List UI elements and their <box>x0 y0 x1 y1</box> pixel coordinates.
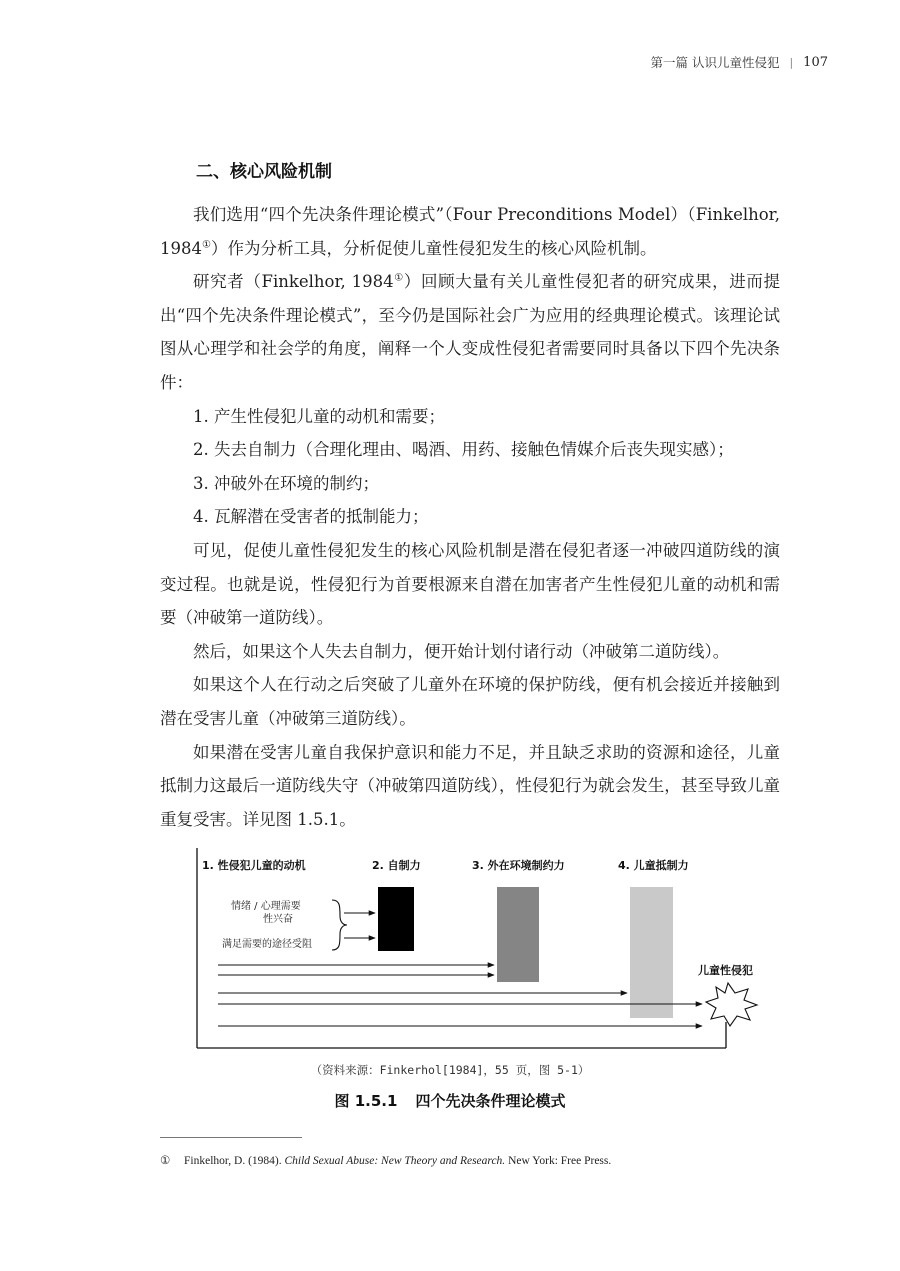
needs-brace <box>332 900 347 950</box>
footnote-text-pre: Finkelhor, D. (1984). <box>184 1155 285 1167</box>
section-title: 二、核心风险机制 <box>196 162 332 182</box>
footnote-divider <box>160 1137 302 1138</box>
paragraph-environment: 如果这个人在行动之后突破了儿童外在环境的保护防线，便有机会接近并接触到潜在受害儿童（冲破第三道防线）。 <box>160 675 780 728</box>
diagram-svg <box>160 848 780 1058</box>
paragraph-intro <box>160 198 780 265</box>
footnote-mark: ① <box>160 1155 171 1167</box>
paragraph-mechanism: 可见，促使儿童性侵犯发生的核心风险机制是潜在侵犯者逐一冲破四道防线的演变过程。也就是说，性侵犯行为首要根源来自潜在加害者产生性侵犯儿童的动机和需要（冲破第一道防线）。 <box>160 540 780 628</box>
figure-source: （资料来源：Finkerhol[1984]，55 页，图 5-1） <box>310 1063 590 1077</box>
paragraph-intro-text: 我们选用“四个先决条件理论模式”（Four Preconditions Model）（Finkelhor, 1984 <box>160 205 780 258</box>
paragraph-researcher-text: 研究者（Finkelhor, 1984 <box>193 272 394 292</box>
list-item: 1. 产生性侵犯儿童的动机和需要； <box>193 406 445 426</box>
footnote-ref[interactable]: ① <box>202 239 211 251</box>
barrier-self-control <box>378 887 414 951</box>
footnote-text-post: New York: Free Press. <box>505 1155 612 1167</box>
list-item: 2. 失去自制力（合理化理由、喝酒、用药、接触色情媒介后丧失现实感）； <box>193 440 734 460</box>
label-resistance: 4. 儿童抵制力 <box>618 859 689 872</box>
header-separator: | <box>789 55 794 69</box>
figure-caption <box>0 1090 900 1111</box>
barrier-resistance <box>630 887 673 1018</box>
page-number: 107 <box>803 54 828 70</box>
body-text <box>160 198 780 836</box>
need-emotional: 情绪 / 心理需要 <box>231 901 301 912</box>
running-header <box>650 53 828 71</box>
paragraph-intro-tail: ）作为分析工具，分析促使儿童性侵犯发生的核心风险机制。 <box>210 238 657 258</box>
barrier-environment <box>497 887 539 982</box>
footnote-book-title: Child Sexual Abuse: New Theory and Research. <box>284 1155 506 1167</box>
list-item: 4. 瓦解潜在受害者的抵制能力； <box>193 507 429 527</box>
label-self-control: 2. 自制力 <box>372 859 421 872</box>
list-item: 3. 冲破外在环境的制约； <box>193 473 379 493</box>
footnote-ref[interactable]: ① <box>393 272 404 284</box>
paragraph-researcher-tail: ）回顾大量有关儿童性侵犯者的研究成果，进而提出“四个先决条件理论模式”，至今仍是国际社会广为应用的经典理论模式。该理论试图从心理学和社会学的角度，阐释一个人变成性侵犯者需要同时具备以下四个先决条件： <box>160 272 780 392</box>
label-environment: 3. 外在环境制约力 <box>472 859 565 872</box>
label-motivation: 1. 性侵犯儿童的动机 <box>202 859 306 872</box>
footnote <box>160 1153 800 1167</box>
outcome-starburst <box>706 983 757 1026</box>
paragraph-resistance: 如果潜在受害儿童自我保护意识和能力不足，并且缺乏求助的资源和途径，儿童抵制力这最后一道防线失守（冲破第四道防线），性侵犯行为就会发生，甚至导致儿童重复受害。详见图 1.5.1。 <box>160 742 780 829</box>
label-outcome: 儿童性侵犯 <box>698 964 753 977</box>
figure-title: 四个先决条件理论模式 <box>415 1092 566 1110</box>
figure-number: 图 1.5.1 <box>334 1092 398 1110</box>
paragraph-researcher <box>160 265 780 399</box>
need-blockage: 满足需要的途径受阻 <box>222 939 312 950</box>
chapter-title: 第一篇 认识儿童性侵犯 <box>650 55 780 70</box>
paragraph-self-control: 然后，如果这个人失去自制力，便开始计划付诸行动（冲破第二道防线）。 <box>193 641 730 661</box>
need-arousal: 性兴奋 <box>263 914 293 925</box>
